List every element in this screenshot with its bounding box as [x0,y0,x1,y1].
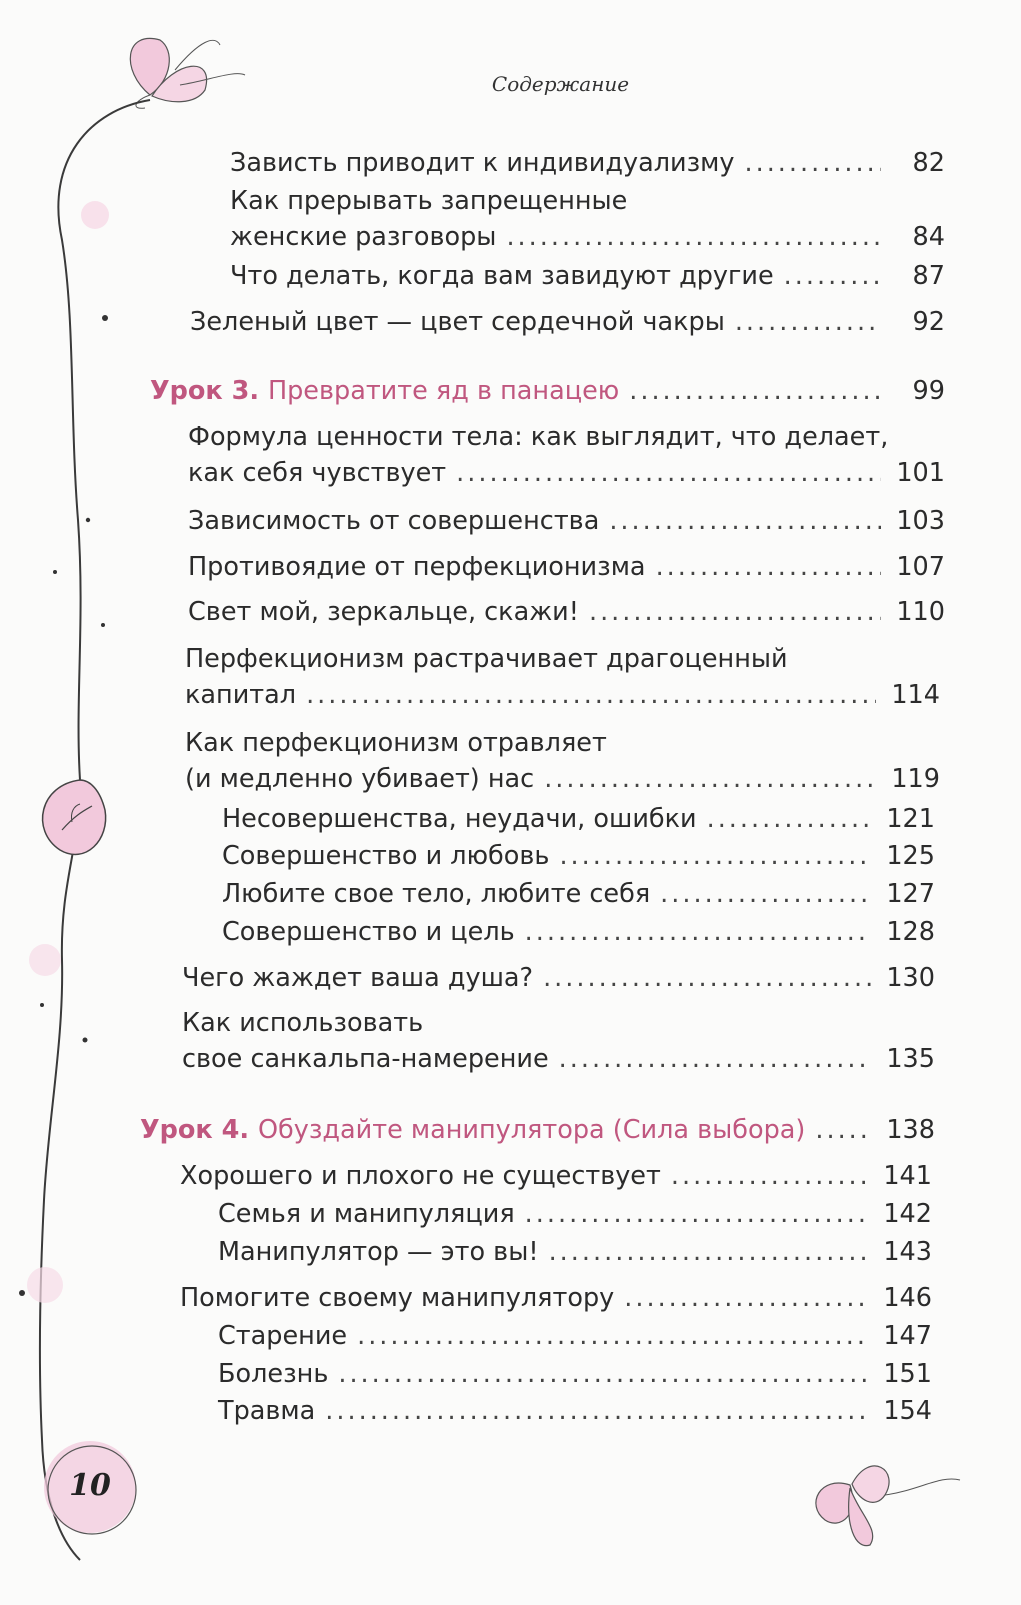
toc-entry-title: Несовершенства, неудачи, ошибки [222,804,697,834]
toc-entry-title: Формула ценности тела: как выглядит, что делает, [188,422,889,452]
toc-page-number: 92 [912,307,945,337]
toc-entry-title: Хорошего и плохого не существует [180,1161,661,1191]
toc-page-number: 82 [912,148,945,178]
toc-page-number: 107 [896,552,945,582]
dot-leader [656,549,881,585]
dot-leader [549,1234,868,1270]
toc-entry [185,725,940,797]
toc-entry-title: Перфекционизм растрачивает драгоценный [185,644,788,674]
toc-entry [218,1393,932,1429]
toc-entry-title: Семья и манипуляция [218,1199,515,1229]
toc-page-number: 138 [886,1115,935,1145]
toc-entry [222,876,935,912]
toc-entry-title: Урок 3. Превратите яд в панацею [150,376,620,406]
lesson-number: Урок 4. [140,1115,258,1145]
toc-entry [188,594,945,630]
toc-entry [230,183,945,255]
toc-entry [190,304,945,340]
dot-leader [357,1318,868,1354]
toc-entry [230,258,945,294]
toc-page-number: 125 [886,841,935,871]
toc-entry-title: Чего жаждет ваша душа? [182,963,534,993]
dot-leader [815,1112,871,1148]
toc-entry-title: Помогите своему манипулятору [180,1283,615,1313]
toc-page-number: 135 [886,1044,935,1074]
toc-entry-title: Манипулятор — это вы! [218,1237,539,1267]
dot-leader [784,258,881,294]
toc-entry-title: Зависть приводит к индивидуализму [230,148,735,178]
toc-entry [188,549,945,585]
toc-page-number: 146 [883,1283,932,1313]
toc-page-number: 119 [891,764,940,794]
dot-leader [559,1041,871,1077]
toc-page-number: 101 [896,458,945,488]
toc-entry-title: Как перфекционизм отравляет [185,728,607,758]
flower-icon [816,1466,960,1546]
toc-page-number: 121 [886,804,935,834]
dot-leader [544,761,876,797]
toc-entry [218,1196,932,1232]
dot-leader [609,503,881,539]
toc-entry-title: Травма [218,1396,316,1426]
dot-leader [660,876,871,912]
toc-entry-title: Как использовать [182,1008,424,1038]
dot-leader [629,373,881,409]
toc-entry [218,1318,932,1354]
toc-entry-title: Старение [218,1321,348,1351]
toc-entry-title: (и медленно убивает) нас [185,764,535,794]
dot-leader [735,304,881,340]
toc-page-number: 143 [883,1237,932,1267]
toc-page-number: 142 [883,1199,932,1229]
toc-page-number: 151 [883,1359,932,1389]
toc-entry [180,1280,932,1316]
toc-entry [188,419,945,491]
toc-entry-title: Зависимость от совершенства [188,506,600,536]
leaf-ornament-icon [43,780,106,854]
toc-page-number: 110 [896,597,945,627]
toc-entry-title: Зеленый цвет — цвет сердечной чакры [190,307,725,337]
toc-entry-title: Что делать, когда вам завидуют другие [230,261,774,291]
toc-entry-title: Любите свое тело, любите себя [222,879,651,909]
toc-page-number: 127 [886,879,935,909]
toc-page-number: 154 [883,1396,932,1426]
toc-entry-title: Совершенство и любовь [222,841,550,871]
toc-entry [222,838,935,874]
toc-entry-title: Урок 4. Обуздайте манипулятора (Сила выбора) [140,1115,806,1145]
toc-entry [182,960,935,996]
toc-page-number: 130 [886,963,935,993]
dot-leader [456,455,881,491]
dot-leader [338,1356,868,1392]
toc-entry [180,1158,932,1194]
dot-leader [744,145,881,181]
page-number: 10 [69,1467,111,1503]
toc-entry-title: Совершенство и цель [222,917,515,947]
toc-entry [218,1356,932,1392]
dot-leader [671,1158,868,1194]
toc-entry-title: женские разговоры [230,222,497,252]
toc-entry-title: Противоядие от перфекционизма [188,552,646,582]
toc-entry [188,503,945,539]
dot-leader [525,1196,868,1232]
toc-page-number: 141 [883,1161,932,1191]
toc-entry-title: Болезнь [218,1359,329,1389]
toc-page-number: 114 [891,680,940,710]
dot-leader [589,594,881,630]
dot-leader [525,914,871,950]
lesson-number: Урок 3. [150,376,268,406]
toc-entry-title: Как прерывать запрещенные [230,186,628,216]
toc-entry [230,145,945,181]
dot-leader [325,1393,868,1429]
toc-page-number: 147 [883,1321,932,1351]
toc-entry-title: как себя чувствует [188,458,447,488]
dot-leader [306,677,876,713]
toc-entry [222,801,935,837]
running-header: Содержание [491,72,630,96]
dot-leader [559,838,871,874]
toc-lesson-entry [140,1112,935,1148]
dot-leader [707,801,871,837]
toc-page-number: 128 [886,917,935,947]
toc-entry [218,1234,932,1270]
toc-entry-title: Свет мой, зеркальце, скажи! [188,597,579,627]
dot-leader [543,960,871,996]
dot-leader [624,1280,868,1316]
toc-entry [222,914,935,950]
toc-lesson-entry [150,373,945,409]
toc-entry [185,641,940,713]
toc-entry-title: капитал [185,680,297,710]
toc-page-number: 103 [896,506,945,536]
toc-entry [182,1005,935,1077]
toc-page-number: 87 [912,261,945,291]
dot-leader [506,219,881,255]
toc-page-number: 84 [912,222,945,252]
toc-page-number: 99 [912,376,945,406]
toc-entry-title: свое санкальпа-намерение [182,1044,549,1074]
